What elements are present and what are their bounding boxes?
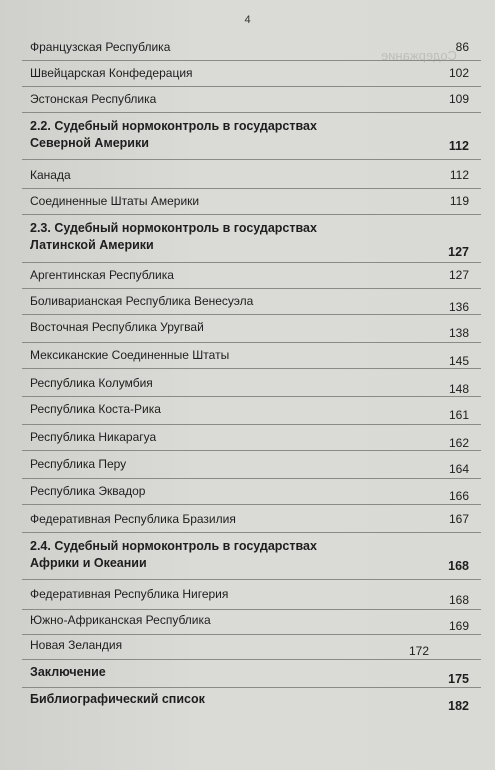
- divider: [22, 60, 481, 61]
- toc-entry-label: Боливарианская Республика Венесуэла: [30, 294, 254, 308]
- toc-section-page: 112: [448, 139, 469, 153]
- divider: [22, 86, 481, 87]
- toc-entry-label: Республика Никарагуа: [30, 430, 157, 444]
- toc-entry-label: Швейцарская Конфедерация: [30, 66, 193, 80]
- toc-entry-label: Аргентинская Республика: [30, 268, 174, 282]
- toc-section-title-cont: Северной Америки: [30, 136, 149, 150]
- page-number: 4: [244, 14, 251, 26]
- toc-entry-page: 136: [448, 300, 469, 314]
- toc-section-title-cont: Латинской Америки: [30, 238, 154, 252]
- toc-entry-page: 86: [455, 40, 469, 54]
- divider: [22, 159, 481, 160]
- toc-entry-page: 148: [448, 382, 469, 396]
- divider: [22, 634, 481, 635]
- toc-entry-label: Восточная Республика Уругвай: [30, 320, 204, 334]
- toc-entry-page: 162: [448, 436, 469, 450]
- toc-entry-label: Эстонская Республика: [30, 92, 157, 106]
- toc-entry-label: Республика Эквадор: [30, 484, 146, 498]
- divider: [22, 579, 481, 580]
- toc-section: [30, 220, 469, 259]
- toc-entry-page: 161: [448, 408, 469, 422]
- toc-section-title: Заключение: [30, 665, 106, 679]
- divider: [22, 396, 481, 397]
- toc-entry-page: 172: [408, 644, 429, 658]
- toc-entry-label: Новая Зеландия: [30, 638, 123, 652]
- divider: [22, 687, 481, 688]
- toc-section-title: 2.4. Судебный нормоконтроль в государствах: [30, 539, 317, 553]
- divider: [22, 112, 481, 113]
- toc-section-page: 168: [448, 559, 469, 573]
- divider: [22, 214, 481, 215]
- toc-section-page: 127: [448, 245, 469, 259]
- toc-section: [30, 118, 469, 154]
- toc-entry-page: 168: [448, 593, 469, 607]
- divider: [22, 188, 481, 189]
- toc-entry-label: Мексиканские Соединенные Штаты: [30, 348, 230, 362]
- toc-entry-label: Канада: [30, 168, 71, 182]
- toc-entry-page: 166: [448, 489, 469, 503]
- toc-entry-page: 119: [449, 194, 469, 208]
- toc-entry-page: 169: [448, 619, 469, 633]
- divider: [22, 450, 481, 451]
- toc-entry-page: 127: [448, 268, 469, 282]
- divider: [22, 504, 481, 505]
- toc-entry-label: Южно-Африканская Республика: [30, 613, 211, 627]
- divider: [22, 609, 481, 610]
- toc-entry-label: Французская Республика: [30, 40, 171, 54]
- toc-section-title-cont: Африки и Океании: [30, 556, 147, 570]
- toc-entry-label: Республика Перу: [30, 457, 127, 471]
- toc-entry-page: 167: [448, 512, 469, 526]
- divider: [22, 532, 481, 533]
- divider: [22, 262, 481, 263]
- toc-section-page: 182: [448, 699, 469, 713]
- toc-entry-page: 102: [448, 66, 469, 80]
- divider: [22, 314, 481, 315]
- toc-section: [30, 538, 469, 574]
- divider: [22, 368, 481, 369]
- toc-entry-label: Республика Коста-Рика: [30, 402, 161, 416]
- toc-section-title: 2.2. Судебный нормоконтроль в государствах: [30, 119, 317, 133]
- bleed-through-text: Содержание: [381, 48, 457, 63]
- toc-section-page: 175: [448, 672, 469, 686]
- divider: [22, 288, 481, 289]
- toc-entry-label: Федеративная Республика Бразилия: [30, 512, 236, 526]
- toc-section-title: 2.3. Судебный нормоконтроль в государствах: [30, 221, 317, 235]
- divider: [22, 478, 481, 479]
- divider: [22, 342, 481, 343]
- toc-entry-page: 138: [448, 326, 469, 340]
- toc-entry-page: 109: [448, 92, 469, 106]
- toc-entry-page: 145: [448, 354, 469, 368]
- divider: [22, 659, 481, 660]
- toc-entry-label: Федеративная Республика Нигерия: [30, 587, 229, 601]
- toc-entry-label: Соединенные Штаты Америки: [30, 194, 200, 208]
- toc-section-title: Библиографический список: [30, 692, 205, 706]
- toc-entry-page: 112: [449, 168, 469, 182]
- toc-entry-page: 164: [448, 462, 469, 476]
- toc-entry-label: Республика Колумбия: [30, 376, 153, 390]
- divider: [22, 424, 481, 425]
